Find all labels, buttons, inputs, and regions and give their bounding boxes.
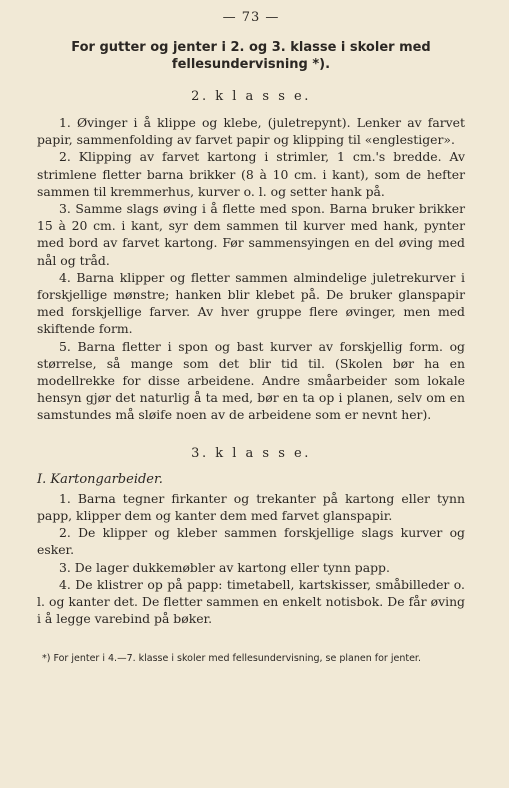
paragraph: 1. Barna tegner firkanter og trekanter på kartong eller tynn papp, klipper dem og kanter dem med farvet glanspapir. [37, 490, 465, 524]
subsection-heading [37, 471, 465, 488]
paragraph: 1. Øvinger i å klippe og klebe, (juletrepynt). Lenker av farvet papir, sammenfolding av farvet papir og klipping til «englestiger». [37, 115, 465, 148]
paragraph: 2. Klipping av farvet kartong i strimler, 1 cm.'s bredde. Av strimlene fletter barna brikker (8 à 10 cm. i kant), som de hefter sammen til kremmerhus, kurver o. l. og setter hank på. [37, 149, 465, 199]
paragraph: 4. De klistrer op på papp: timetabell, kartskisser, småbilleder o. l. og kanter det. De fletter sammen en enkelt notisbok. De får øving i å legge varebind på bøker. [37, 576, 465, 627]
page-number: — 73 — [222, 10, 280, 25]
page-title: For gutter og jenter i 2. og 3. klasse i skoler med fellesundervisning *). [71, 40, 431, 72]
paragraph: 3. De lager dukkemøbler av kartong eller tynn papp. [59, 559, 390, 575]
section-heading: 2. k l a s s e. [191, 89, 311, 104]
subsection-number: I. [37, 471, 47, 487]
section-class-3 [37, 446, 465, 628]
footnote: *) For jenter i 4.—7. klasse i skoler med fellesundervisning, se planen for jenter. [42, 653, 421, 665]
section-class-2 [37, 89, 465, 424]
subsection-title: Kartongarbeider. [50, 471, 163, 487]
paragraph: 3. Samme slags øving i å flette med spon. Barna bruker brikker 15 à 20 cm. i kant, syr dem sammen til kurver med hank, pynter med bord av farvet kartong. Før sammensyingen en del øving med nål og tråd. [37, 201, 465, 268]
paragraph: 4. Barna klipper og fletter sammen almindelige juletrekurver i forskjellige mønstre; hanken blir klebet på. De bruker glanspapir med forskjellige farver. Av hver gruppe flere øvinger, men med skiftende form. [37, 269, 465, 337]
paragraph: 2. De klipper og kleber sammen forskjellige slags kurver og esker. [37, 525, 465, 558]
paragraph: 5. Barna fletter i spon og bast kurver av forskjellig form. og størrelse, så mange som det blir tid til. (Skolen bør ha en modellrekke for disse arbeidene. Andre småarbeider som lokale hensyn gjør det naturlig å ta med, bør en ta op i planen, selv om en samstundes må sløife noen av de arbeidene som er nevnt her). [37, 338, 465, 423]
section-heading: 3. k l a s s e. [191, 445, 311, 461]
